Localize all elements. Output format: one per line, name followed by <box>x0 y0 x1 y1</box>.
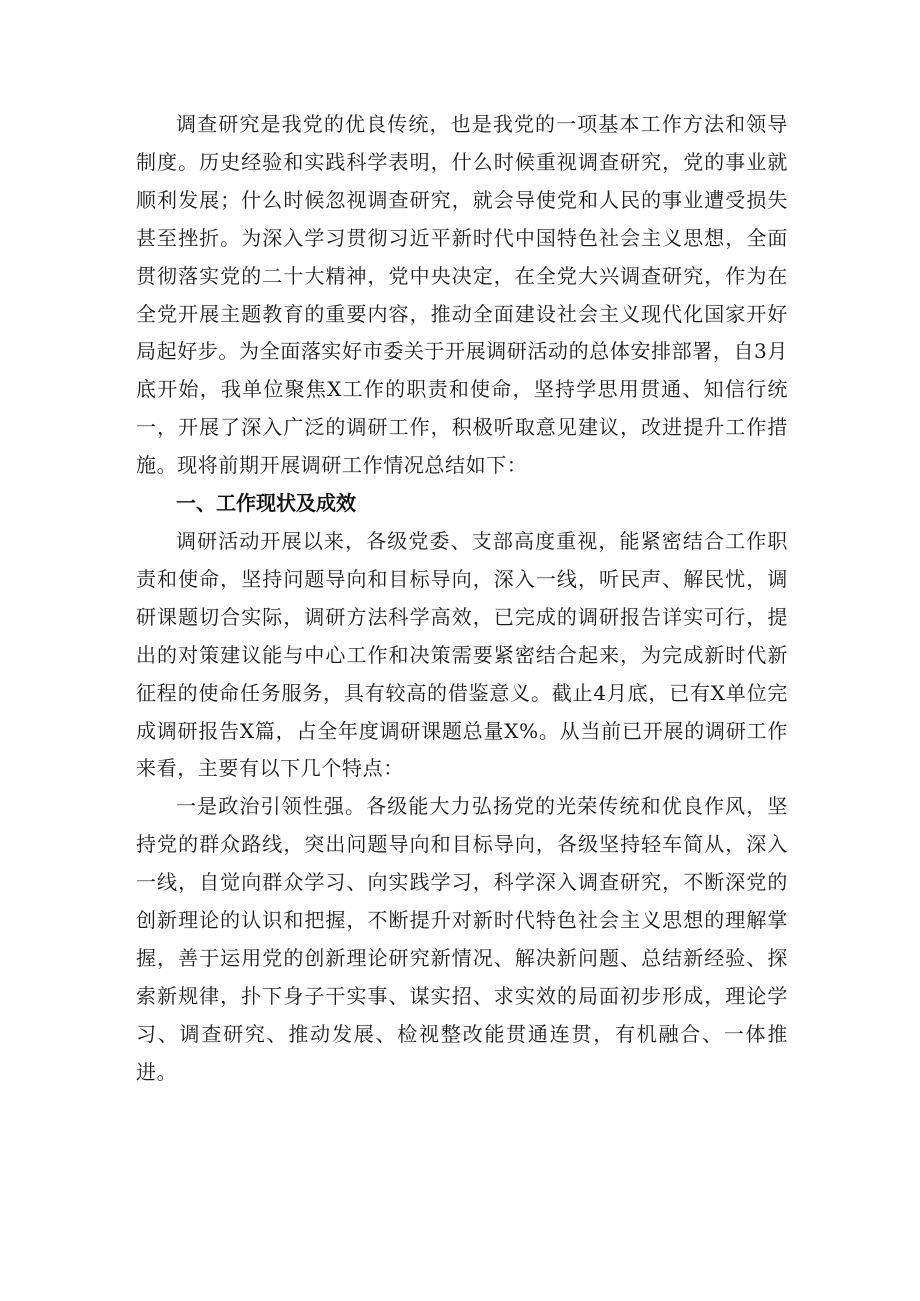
point-one-paragraph: 一是政治引领性强。各级能大力弘扬党的光荣传统和优良作风，坚持党的群众路线，突出问题导向和目标导向，各级坚持轻车简从，深入一线，自觉向群众学习、向实践学习，科学深入调查研究，不断深党的创新理论的认识和把握，不断提升对新时代特色社会主义思想的理解掌握，善于运用党的创新理论研究新情况、解决新问题、总结新经验、探索新规律，扑下身子干实事、谋实招、求实效的局面初步形成，理论学习、调查研究、推动发展、检视整改能贯通连贯，有机融合、一体推进。 <box>136 794 788 1084</box>
intro-paragraph: 调查研究是我党的优良传统，也是我党的一项基本工作方法和领导制度。历史经验和实践科学表明，什么时候重视调查研究，党的事业就顺利发展；什么时候忽视调查研究，就会导使党和人民的事业遭受损失甚至挫折。为深入学习贯彻习近平新时代中国特色社会主义思想，全面贯彻落实党的二十大精神，党中央决定，在全党大兴调查研究，作为在全党开展主题教育的重要内容，推动全面建设社会主义现代化国家开好局起好步。为全面落实好市委关于开展调研活动的总体安排部署，自3月底开始，我单位聚焦X工作的职责和使命，坚持学思用贯通、知信行统一，开展了深入广泛的调研工作，积极听取意见建议，改进提升工作措施。现将前期开展调研工作情况总结如下： <box>136 112 788 478</box>
section-heading: 一、工作现状及成效 <box>176 491 356 516</box>
document-body <box>136 106 788 1092</box>
section-paragraph: 调研活动开展以来，各级党委、支部高度重视，能紧密结合工作职责和使命，坚持问题导向和目标导向，深入一线，听民声、解民忧，调研课题切合实际，调研方法科学高效，已完成的调研报告详实可行，提出的对策建议能与中心工作和决策需要紧密结合起来，为完成新时代新征程的使命任务服务，具有较高的借鉴意义。截止4月底，已有X单位完成调研报告X篇，占全年度调研课题总量X%。从当前已开展的调研工作来看，主要有以下几个特点： <box>136 528 788 781</box>
